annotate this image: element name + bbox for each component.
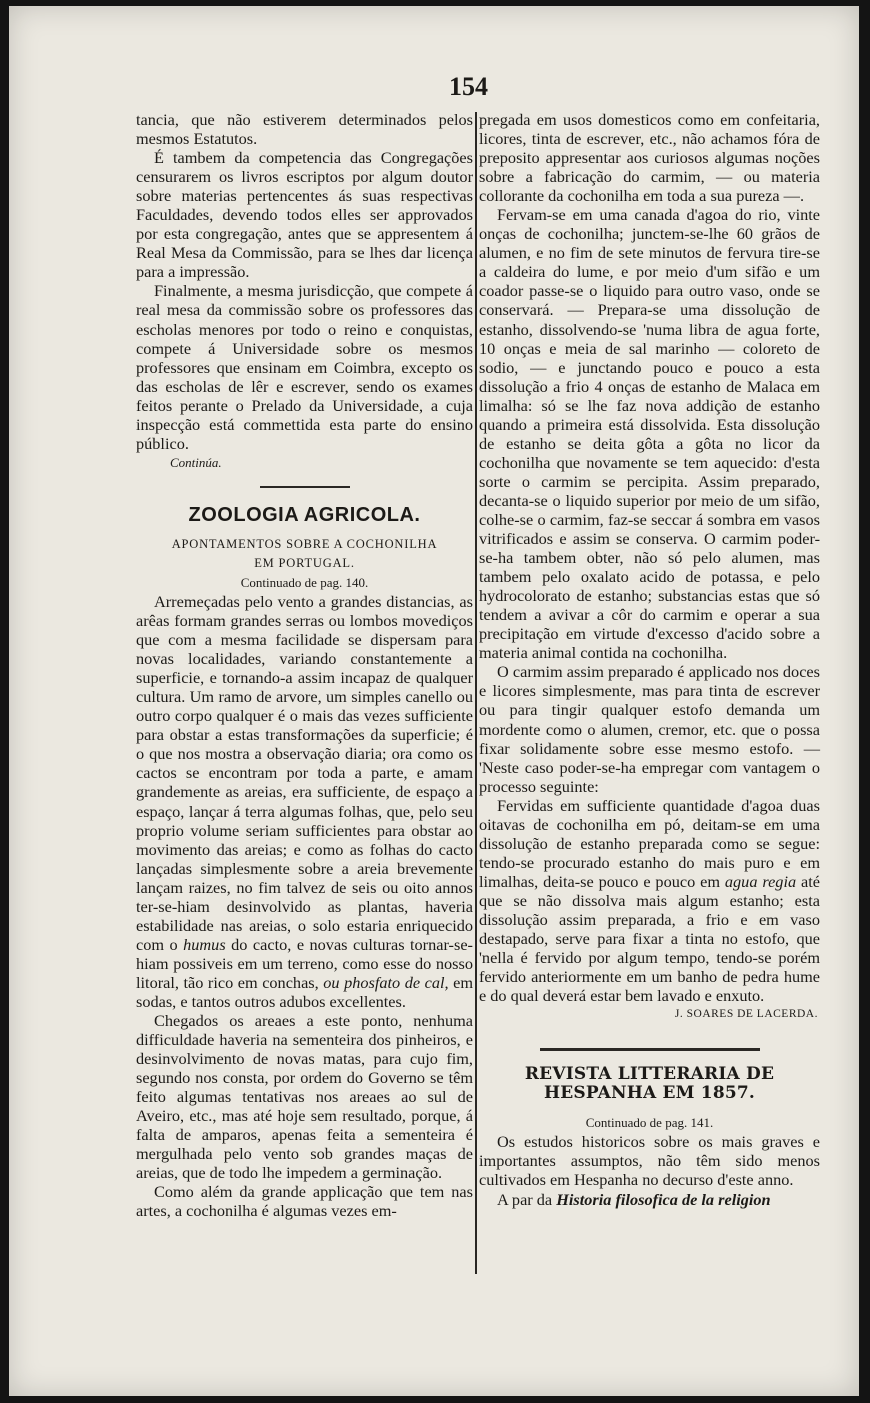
paragraph-historical-studies: Os estudos historicos sobre os mais graves e importantes assumptos, não têm sido menos cultivados em Hespanha no decurso d'este anno.	[479, 1132, 820, 1190]
left-column	[136, 110, 473, 1221]
subtitle-portugal: EM PORTUGAL.	[254, 555, 355, 570]
book-title: Historia filosofica de la religion	[556, 1189, 771, 1209]
author-signature: J. SOARES DE LACERDA.	[674, 1008, 818, 1021]
continua-note: Continúa.	[170, 454, 222, 470]
paragraph-jurisdiction: Finalmente, a mesma jurisdicção, que compete á real mesa da commissão sobre os professores das escholas menores por todo o reino e conquistas, compete á Universidade sobre os mesmos professores que ensinam em Coimbra, excepto os das escholas de lêr e escrever, sendo os exames feitos perante o Prelado da Universidade, a cuja inspecção está commettida esta parte do ensino público.	[136, 281, 473, 453]
phosphate-term: ou phosfato de cal,	[323, 972, 449, 992]
paragraph-philosophy-history: A par da Historia filosofica de la religion	[497, 1189, 771, 1209]
paragraph-sands: Arremeçadas pelo vento a grandes distancias, as arêas formam grandes serras ou lombos movediços que com a mesma facilidade se dispersam para novas localidades, variando constantemente a superficie, e tornando-a assim incapaz de qualquer cultura. Um ramo de arvore, um simples canello ou outro corpo qualquer é o mais das vezes sufficiente para obstar a estas transformações da superficie; é o que nos mostra a observação diaria; ora como os cactos se encontram por toda a parte, e amam grandemente as areias, era sufficiente, de espaço a espaço, lançar á terra algumas folhas, que, pelo seu proprio volume seriam sufficientes para obstar ao movimento das areias; e como as folhas do cacto lançadas simplesmente sobre a areia brevemente lançam raizes, no fim talvez de seis ou oito annos ter-se-hiam desinvolvido as plantas, haveria estabilidade nas areias, o solo estaria enriquecido com o humus do cacto, e novas culturas tornar-se-hiam possiveis em um terreno, como esse do nosso litoral, tão rico em conchas, ou phosfato de cal, em sodas, e tantos outros adubos excellentes.	[136, 591, 473, 1011]
paragraph-tin-solution: Fervidas em sufficiente quantidade d'agoa duas oitavas de cochonilha em pó, deitam-se em uma dissolução de estanho preparada como se segue: tendo-se procurado estanho do mais puro e em limalhas, deita-se pouco e pouco em agua regia até que se não dissolva mais algum estanho; esta dissolução assim preparada, a frio e em vaso destapado, serve para fixar a tinta no estofo, que 'nella é fervido por algum tempo, tendo-se porém fervido anteriormente em um banho de pedra hume e do qual deverá estar bem lavado e enxuto.	[479, 795, 820, 1006]
section-divider	[260, 486, 350, 488]
continued-from-note: Continuado de pag. 141.	[585, 1115, 714, 1131]
continued-from-note: Continuado de pag. 140.	[240, 574, 369, 590]
paragraph-carmine-recipe: Fervam-se em uma canada d'agoa do rio, vinte onças de cochonilha; junctem-se-lhe 60 grãos de alumen, e no fim de sete minutos de fervura tire-se a caldeira do lume, e por meio d'um sifão e um coador passe-se o liquido para outro vaso, onde se conservará. — Prepara-se uma dissolução de estanho, dissolvendo-se 'numa libra de agua forte, 10 onças e meia de sal marinho — coloreto de sodio, — e junctando pouco e pouco a esta dissolução a frio 4 onças de estanho de Malaca em limalha: só se lhe faz nova addição de estanho quando a primeira está dissolvida. Esta dissolução de estanho se deita gôta a gôta no licor da cochonilha que novamente se tem aquecido: d'esta sorte o carmim se percipita. Assim preparado, decanta-se o liquido superior por meio de um sifão, colhe-se o carmim, faz-se seccar á sombra em vasos vitrificados e assim se conserva. O carmim poder-se-ha tambem obter, não só pelo alumen, mas tambem pelo oxalato acido de potassa, e pelo hydrocolorato de estanho; substancias estas que só tendem a avivar a côr do carmim e operar a sua precipitação em virtude d'excesso d'acido sobre a materia animal contida na cochonilha.	[479, 205, 820, 663]
column-rule	[475, 112, 477, 1274]
section-divider	[540, 1048, 760, 1051]
paragraph-carmine-intro: pregada em usos domesticos como em confeitaria, licores, tinta de escrever, etc., não achamos fóra de preposito appresentar aos curiosos algumas noções sobre a fabricação do carmim, — ou materia collorante da cochonilha em toda a sua pureza —.	[479, 110, 820, 206]
page-number: 154	[449, 72, 488, 101]
agua-regia-term: agua regia	[724, 871, 797, 891]
humus-term: humus	[183, 934, 226, 954]
right-column	[479, 110, 820, 1209]
newspaper-page	[9, 6, 859, 1396]
paragraph-statutes: tancia, que não estiverem determinados pelos mesmos Estatutos.	[136, 110, 473, 149]
paragraph-congregations: É tambem da competencia das Congregações censurarem os livros escriptos por algum doutor sobre materias pertencentes ás suas respectivas Faculdades, devendo todos elles ser approvados por esta congregação, antes que se appresentem á Real Mesa da Commissão, para se lhes dar licença para a impressão.	[136, 148, 473, 282]
subtitle-apontamentos: APONTAMENTOS SOBRE A COCHONILHA	[171, 536, 438, 551]
paragraph-cochineal-uses: Como além da grande applicação que tem nas artes, a cochonilha é algumas vezes em-	[136, 1182, 473, 1221]
paragraph-pines: Chegados os areaes a este ponto, nenhuma difficuldade haveria na sementeira dos pinheiros, e desinvolvimento de novas matas, para cujo fim, segundo nos consta, por ordem do Governo se têm feito algumas tentativas nos areaes ao sul de Aveiro, etc., mas até hoje sem resultado, porque, á falta de amparos, apenas feita a sementeira é mergulhada pelo vento sob grandes maças de areias, que de todo lhe impedem a germinação.	[136, 1011, 473, 1183]
paragraph-carmine-application: O carmim assim preparado é applicado nos doces e licores simplesmente, mas para tinta de escrever ou para tingir qualquer estofo demanda um mordente como o alumen, cremor, etc. que o possa fixar solidamente sobre esse mesmo estofo. — 'Neste caso poder-se-ha empregar com vantagem o processo seguinte:	[479, 662, 820, 796]
section-title-revista: REVISTA LITTERARIA DE HESPANHA EM 1857.	[524, 1064, 775, 1104]
section-title-zoologia: ZOOLOGIA AGRICOLA.	[188, 503, 421, 526]
